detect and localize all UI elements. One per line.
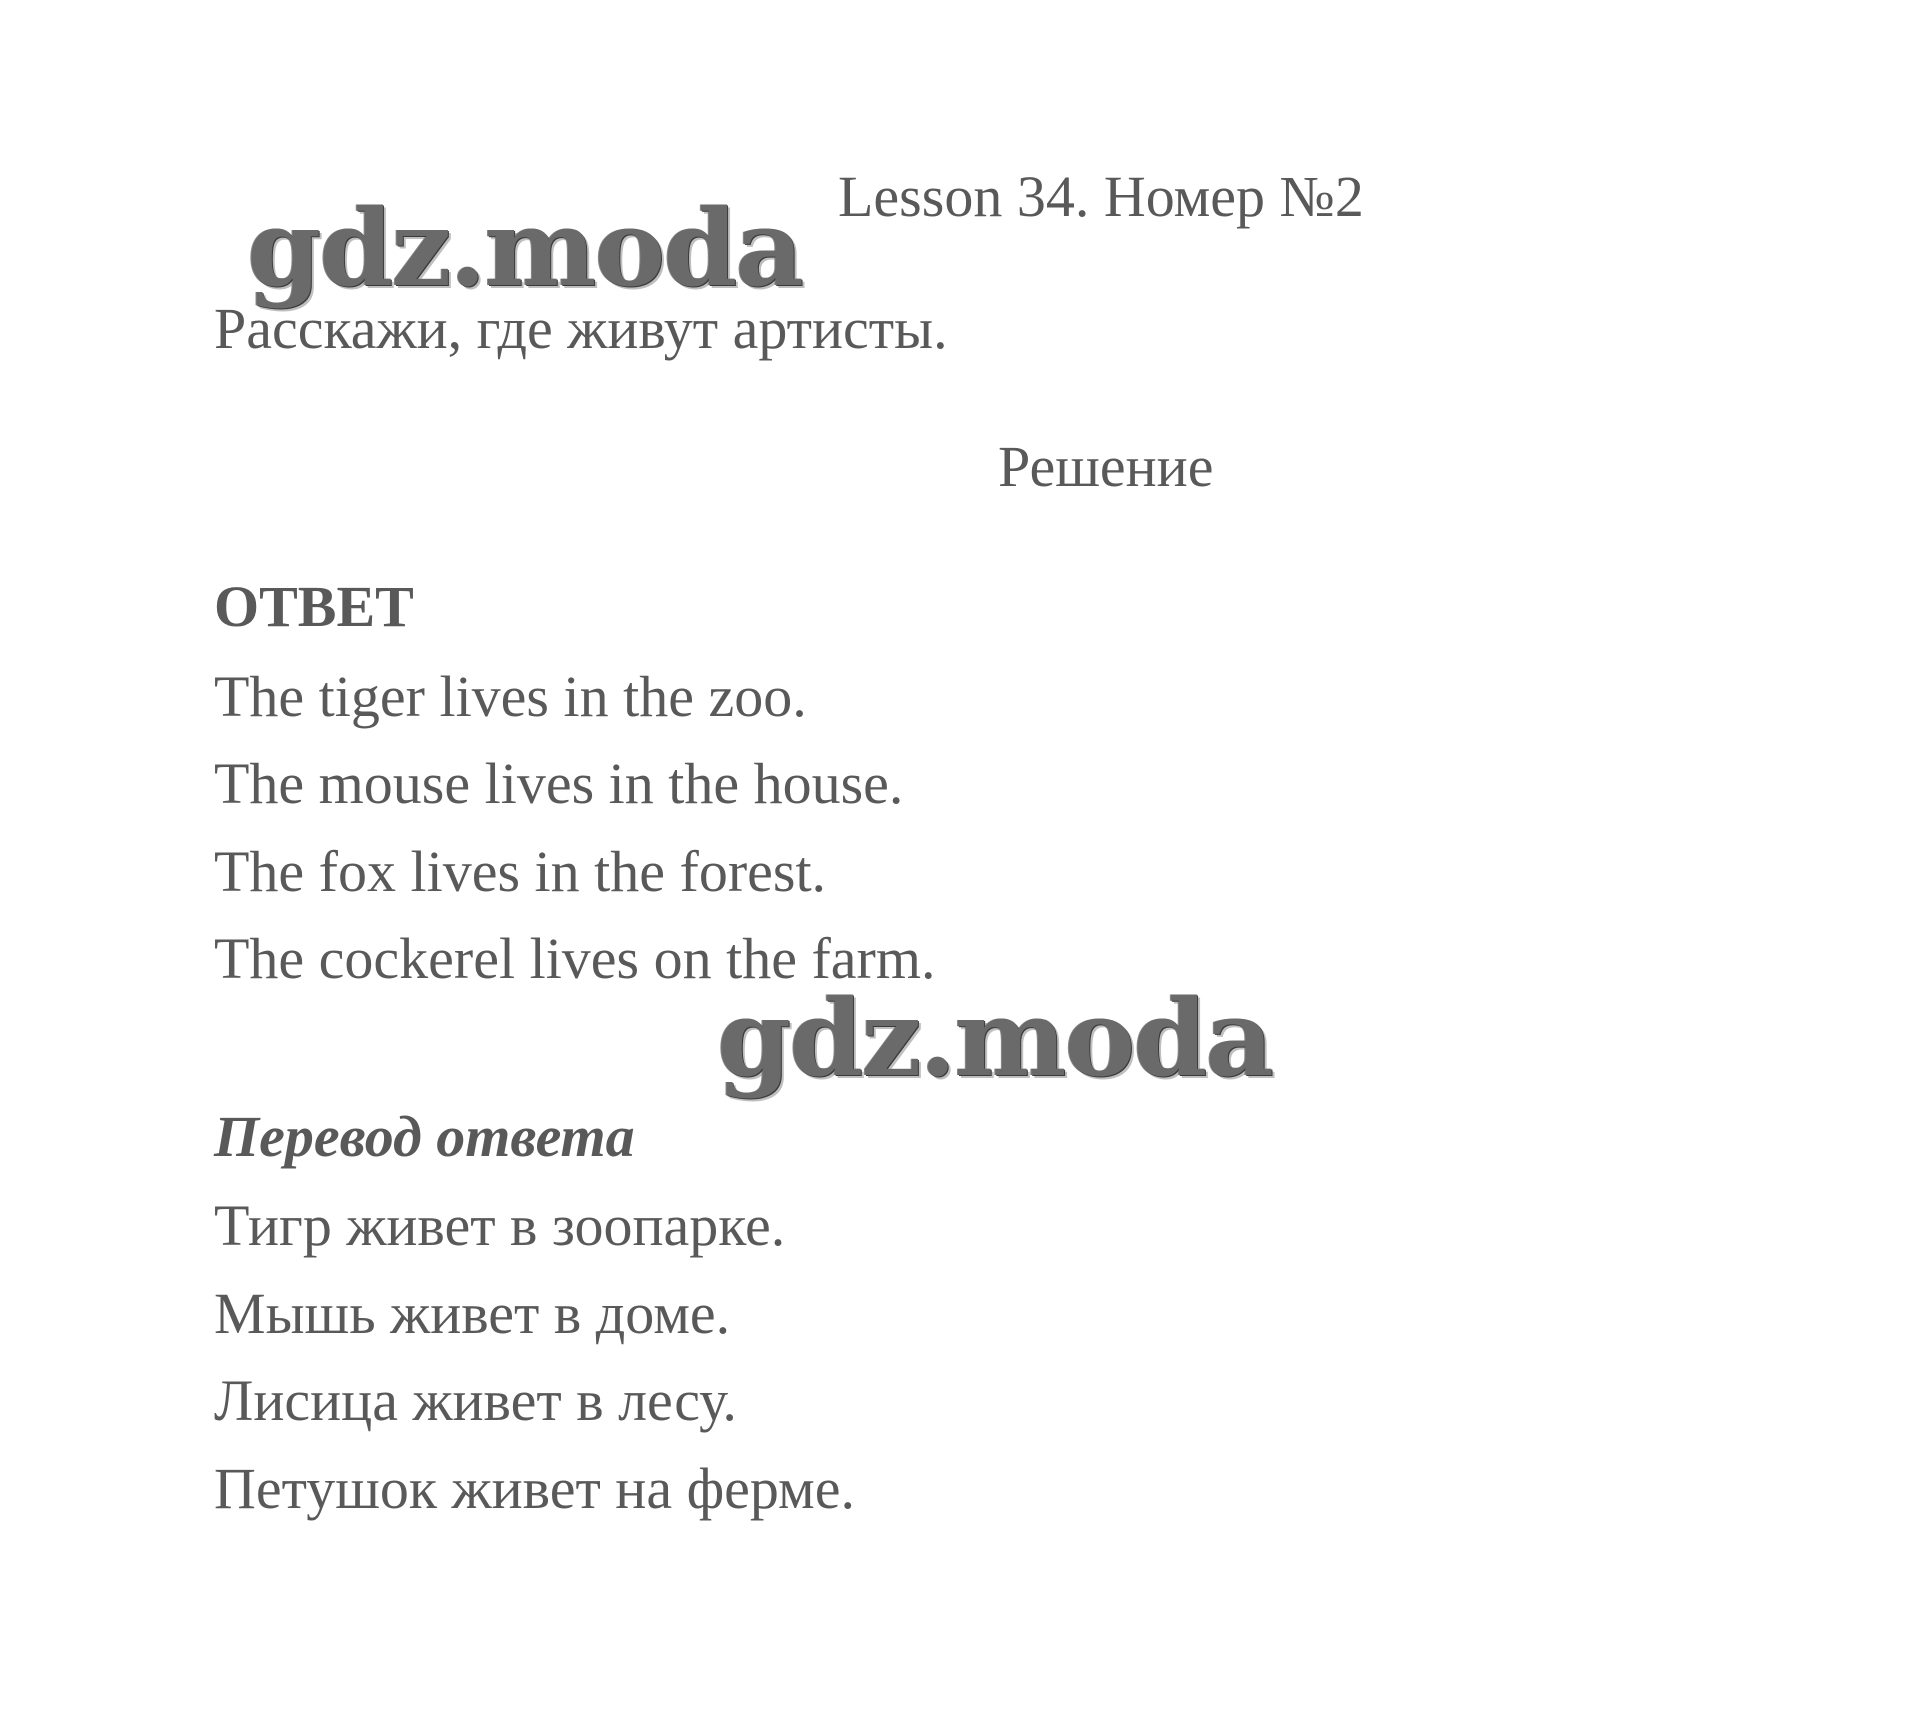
translation-line: Лисица живет в лесу. — [214, 1368, 737, 1433]
answer-line: The fox lives in the forest. — [214, 839, 827, 904]
solution-label: Решение — [998, 434, 1214, 499]
lesson-title: Lesson 34. Номер №2 — [838, 164, 1364, 229]
answer-line: The cockerel lives on the farm. — [214, 926, 936, 991]
translation-line: Петушок живет на ферме. — [214, 1456, 855, 1521]
answer-line: The mouse lives in the house. — [214, 751, 904, 816]
answer-line: The tiger lives in the zoo. — [214, 664, 807, 729]
watermark-logo: gdz.moda — [247, 185, 802, 310]
answer-heading: ОТВЕТ — [214, 574, 414, 639]
translation-line: Мышь живет в доме. — [214, 1281, 731, 1346]
translation-line: Тигр живет в зоопарке. — [214, 1193, 786, 1258]
translation-heading: Перевод ответа — [214, 1104, 635, 1169]
task-text: Расскажи, где живут артисты. — [214, 296, 948, 361]
watermark-logo: gdz.moda — [717, 975, 1272, 1100]
